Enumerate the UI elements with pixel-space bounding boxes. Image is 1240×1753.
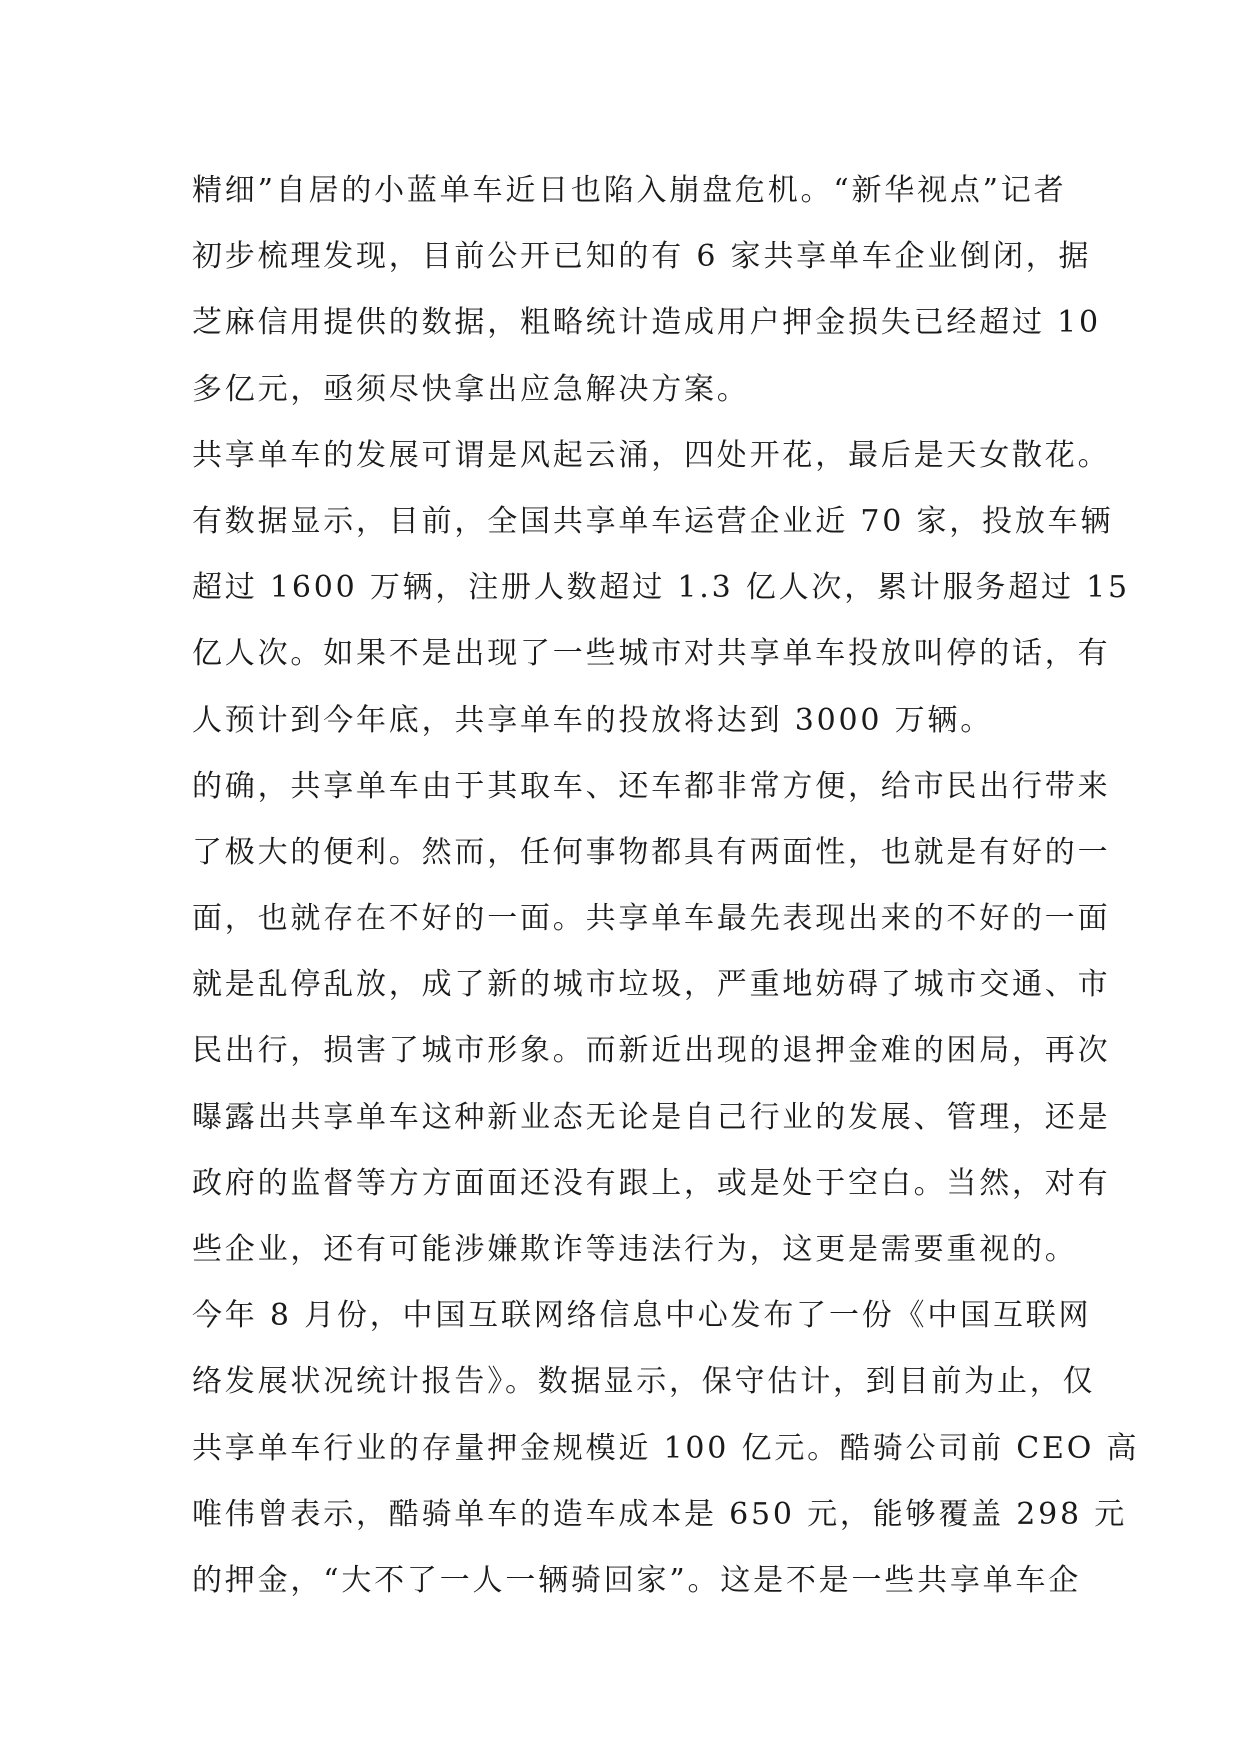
text-line: 精细”自居的小蓝单车近日也陷入崩盘危机。“新华视点”记者 <box>192 173 1067 208</box>
text-line: 曝露出共享单车这种新业态无论是自己行业的发展、管理，还是 <box>192 1099 1111 1135</box>
text-line: 政府的监督等方方面面还没有跟上，或是处于空白。当然，对有 <box>192 1165 1111 1201</box>
text-line: 民出行，损害了城市形象。而新近出现的退押金难的困局，再次 <box>192 1033 1111 1069</box>
text-line: 唯伟曾表示，酷骑单车的造车成本是 650 元，能够覆盖 298 元 <box>192 1496 1128 1532</box>
text-line: 初步梳理发现，目前公开已知的有 6 家共享单车企业倒闭，据 <box>192 239 1092 275</box>
text-line: 面，也就存在不好的一面。共享单车最先表现出来的不好的一面 <box>192 901 1111 937</box>
text-line: 共享单车的发展可谓是风起云涌，四处开花，最后是天女散花。 <box>192 437 1111 473</box>
text-line: 就是乱停乱放，成了新的城市垃圾，严重地妨碍了城市交通、市 <box>192 967 1111 1003</box>
text-line: 的确，共享单车由于其取车、还车都非常方便，给市民出行带来 <box>192 768 1111 804</box>
text-line: 多亿元，亟须尽快拿出应急解决方案。 <box>192 371 750 407</box>
text-line: 络发展状况统计报告》。数据显示，保守估计，到目前为止，仅 <box>192 1364 1096 1400</box>
text-line: 的押金，“大不了一人一辆骑回家”。这是不是一些共享单车企 <box>192 1562 1082 1598</box>
article-body <box>192 158 1140 1614</box>
text-line: 有数据显示，目前，全国共享单车运营企业近 70 家，投放车辆 <box>192 503 1114 539</box>
text-line: 今年 8 月份，中国互联网络信息中心发布了一份《中国互联网 <box>192 1298 1092 1334</box>
text-line: 超过 1600 万辆，注册人数超过 1.3 亿人次，累计服务超过 15 <box>192 570 1130 606</box>
text-line: 共享单车行业的存量押金规模近 100 亿元。酷骑公司前 CEO 高 <box>192 1430 1140 1466</box>
text-line: 了极大的便利。然而，任何事物都具有两面性，也就是有好的一 <box>192 834 1111 870</box>
text-line: 亿人次。如果不是出现了一些城市对共享单车投放叫停的话，有 <box>192 636 1111 672</box>
text-line: 人预计到今年底，共享单车的投放将达到 3000 万辆。 <box>192 702 994 738</box>
text-line: 芝麻信用提供的数据，粗略统计造成用户押金损失已经超过 10 <box>192 305 1101 341</box>
text-line: 些企业，还有可能涉嫌欺诈等违法行为，这更是需要重视的。 <box>192 1232 1078 1267</box>
